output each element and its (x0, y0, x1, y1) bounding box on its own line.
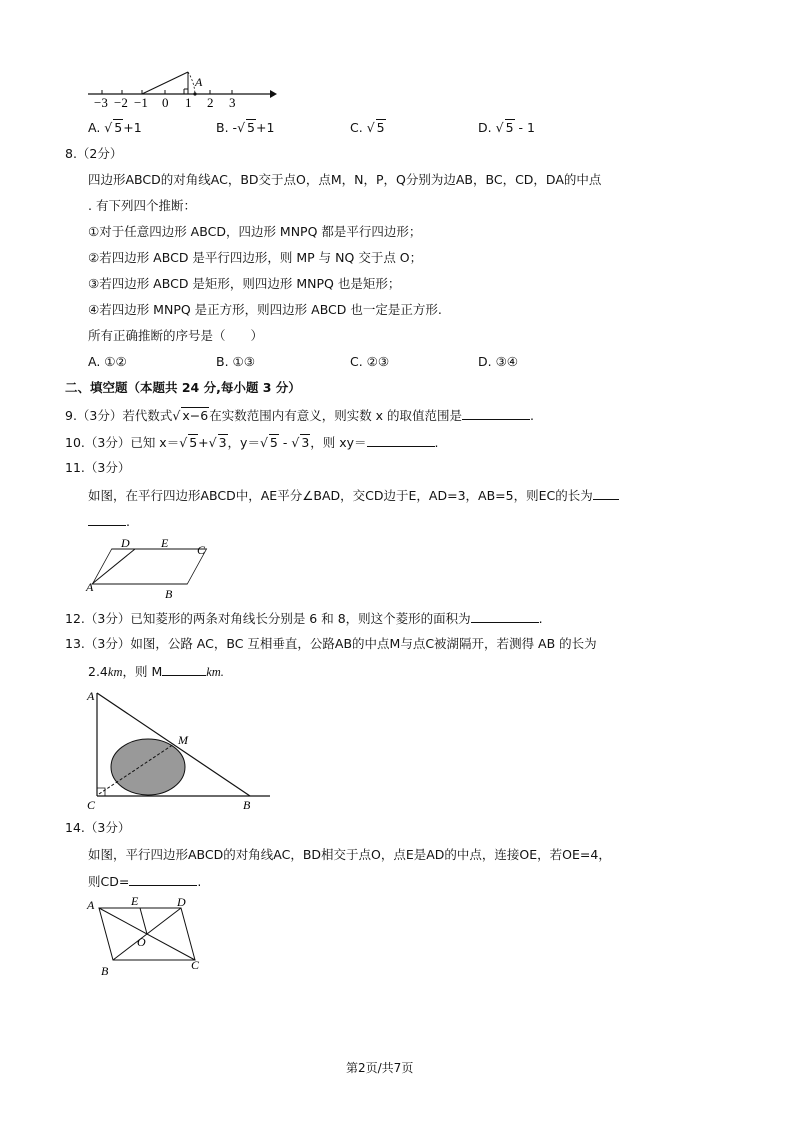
q12-text: 12.（3分）已知菱形的两条对角线长分别是 6 和 8，则这个菱形的面积为 . (65, 611, 543, 626)
q8-statement-2: ②若四边形 ABCD 是平行四边形，则 MP 与 NQ 交于点 O； (88, 250, 423, 265)
section-heading: 二、填空题（本题共 24 分,每小题 3 分） (65, 380, 301, 395)
q8-number: 8.（2分） (65, 146, 123, 161)
q11-answer-blank-part1[interactable] (593, 487, 619, 500)
q11-label-d: D (121, 536, 130, 550)
tick-2: 2 (207, 95, 214, 110)
q14-answer-blank[interactable] (129, 873, 197, 886)
q11-stem-cont: . (88, 513, 130, 529)
tick-3: 3 (229, 95, 236, 110)
q14-label-d: D (177, 895, 186, 909)
q11-label-c: C (197, 543, 206, 557)
q11-label-b: B (165, 587, 173, 601)
q13-line2: 2.4km，则 M km. (88, 664, 224, 679)
q8-statement-4: ④若四边形 MNPQ 是正方形，则四边形 ABCD 也一定是正方形. (88, 302, 442, 317)
q11-answer-blank-part2[interactable] (88, 513, 126, 526)
q8-stem-line2: . 有下列四个推断： (88, 198, 196, 213)
q11-number: 11.（3分） (65, 460, 131, 475)
q11-label-a: A (86, 580, 94, 594)
q9-text: 9.（3分）若代数式√ x−6在实数范围内有意义，则实数 x 的取值范围是 . (65, 408, 535, 423)
q13-label-a: A (87, 689, 95, 703)
q14-label-c: C (191, 958, 200, 972)
q14-label-o: O (137, 935, 146, 949)
q7-option-a: A. √ 5+1 (88, 120, 142, 135)
q11-parallelogram-figure (85, 535, 215, 601)
q9-answer-blank[interactable] (462, 407, 530, 420)
q11-stem: 如图，在平行四边形ABCD中，AE平分∠BAD，交CD边于E，AD=3，AB=5，则EC的长为 (88, 487, 619, 503)
q13-label-m: M (178, 733, 188, 747)
tick-0: 0 (162, 95, 169, 110)
q13-line1: 13.（3分）如图，公路 AC，BC 互相垂直，公路AB的中点M与点C被湖隔开，若测得 AB 的长为 (65, 636, 597, 651)
q10-answer-blank[interactable] (367, 434, 435, 447)
q8-option-b: B. ①③ (216, 354, 255, 369)
q13-answer-blank[interactable] (162, 663, 206, 676)
q14-label-b: B (101, 964, 109, 978)
point-a-label: A (195, 75, 203, 89)
q8-statement-3: ③若四边形 ABCD 是矩形，则四边形 MNPQ 也是矩形； (88, 276, 401, 291)
q13-label-b: B (243, 798, 251, 812)
q8-option-c: C. ②③ (350, 354, 390, 369)
q14-stem: 如图，平行四边形ABCD的对角线AC，BD相交于点O，点E是AD的中点，连接OE，若OE=4， (88, 847, 611, 862)
number-line-figure (85, 60, 285, 110)
page-footer: 第2页/共7页 (346, 1061, 414, 1075)
q13-triangle-figure (85, 688, 285, 813)
q8-option-d: D. ③④ (478, 354, 518, 369)
q14-number: 14.（3分） (65, 820, 131, 835)
q8-stem-line1: 四边形ABCD的对角线AC，BD交于点O，点M，N，P，Q分别为边AB，BC，CD，DA的中点 (88, 172, 602, 187)
q14-parallelogram-figure (85, 894, 215, 979)
q7-option-b: B. -√ 5+1 (216, 120, 275, 135)
q10-text: 10.（3分）已知 x＝√ 5+√ 3，y＝√ 5 - √ 3，则 xy＝ . (65, 435, 439, 450)
q13-label-c: C (87, 798, 96, 812)
q12-answer-blank[interactable] (471, 610, 539, 623)
q11-label-e: E (161, 536, 169, 550)
tick-neg3: −3 (94, 95, 108, 110)
q8-statement-1: ①对于任意四边形 ABCD，四边形 MNPQ 都是平行四边形； (88, 224, 422, 239)
q8-ask: 所有正确推断的序号是（ ） (88, 328, 264, 343)
q14-label-a: A (87, 898, 95, 912)
q7-option-d: D. √ 5 - 1 (478, 120, 535, 135)
q14-label-e: E (131, 894, 139, 908)
q7-option-c: C. √ 5 (350, 120, 385, 135)
tick-neg1: −1 (134, 95, 148, 110)
q14-line2: 则CD= . (88, 874, 202, 889)
q8-option-a: A. ①② (88, 354, 127, 369)
tick-1: 1 (185, 95, 192, 110)
tick-neg2: −2 (114, 95, 128, 110)
